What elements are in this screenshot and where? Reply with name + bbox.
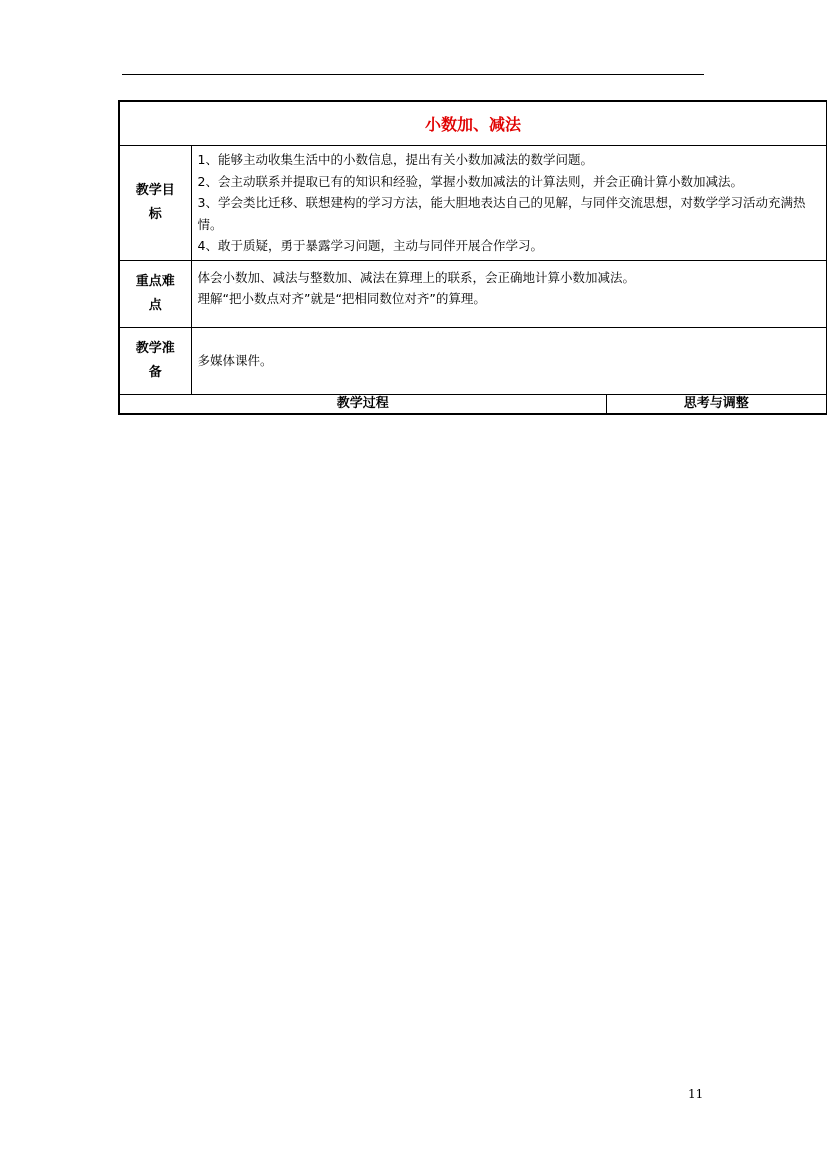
preparation-content: 多媒体课件。 [191, 327, 827, 394]
key-points-label-line1: 重点难 [135, 273, 175, 289]
goal-item-1: 1、能够主动收集生活中的小数信息，提出有关小数加减法的数学问题。 [197, 152, 593, 167]
key-point-line-1: 体会小数加、减法与整数加、减法在算理上的联系，会正确地计算小数加减法。 [197, 269, 636, 285]
goals-row [119, 146, 827, 261]
process-header-row [119, 394, 827, 414]
key-point-line-2: 理解“把小数点对齐”就是“把相同数位对齐”的算理。 [197, 291, 486, 306]
goal-item-3: 3、学会类比迁移、联想建构的学习方法，能大胆地表达自己的见解，与同伴交流思想，对数学学习活动充满热情。 [197, 195, 806, 232]
preparation-row [119, 327, 827, 394]
preparation-label-line1: 教学准 [135, 340, 175, 356]
header-rule [122, 74, 704, 75]
key-points-label [119, 260, 191, 327]
goal-item-4: 4、敢于质疑，勇于暴露学习问题，主动与同伴开展合作学习。 [197, 238, 543, 253]
preparation-label [119, 327, 191, 394]
title-row [119, 101, 827, 146]
goals-label [119, 146, 191, 261]
goal-item-2: 2、会主动联系并提取已有的知识和经验，掌握小数加减法的计算法则，并会正确计算小数加减法。 [197, 173, 743, 189]
process-header: 教学过程 [119, 394, 606, 414]
goals-content [191, 146, 827, 261]
key-points-content [191, 260, 827, 327]
key-points-row [119, 260, 827, 327]
page-number: 11 [688, 1087, 704, 1101]
preparation-label-line2: 备 [148, 364, 162, 380]
lesson-title: 小数加、减法 [119, 101, 827, 146]
key-points-label-line2: 点 [148, 297, 162, 313]
reflection-header: 思考与调整 [606, 394, 827, 414]
goals-label-line1: 教学目 [135, 182, 175, 198]
goals-label-line2: 标 [148, 206, 162, 222]
lesson-plan-table [118, 100, 827, 415]
